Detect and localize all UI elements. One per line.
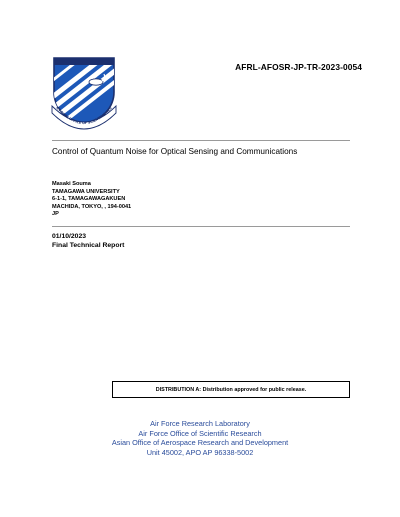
author-address-line2: MACHIDA, TOKYO, , 194-0041 — [52, 203, 132, 210]
author-block — [52, 181, 302, 219]
distribution-statement: DISTRIBUTION A: Distribution approved for public release. — [155, 386, 307, 393]
distribution-statement-box — [112, 381, 350, 398]
author-name: Masaki Souma — [52, 181, 91, 187]
afrl-address-footer — [60, 419, 340, 457]
report-title: Control of Quantum Noise for Optical Sensing and Communications — [52, 147, 298, 156]
footer-line-aoard: Asian Office of Aerospace Research and Development — [111, 438, 289, 448]
footer-line-unit-address: Unit 45002, APO AP 96338-5002 — [146, 447, 254, 457]
svg-text:THE AIR FORCE OFFICE OF SCIENT: R FORCE OFFICE OF SCIENTIFIC RES — [55, 105, 113, 126]
report-number: AFRL-AFOSR-JP-TR-2023-0054 — [235, 62, 362, 72]
report-date: 01/10/2023 — [52, 233, 87, 240]
divider-middle — [52, 226, 350, 227]
author-country: JP — [52, 211, 59, 218]
footer-line-afosr: Air Force Office of Scientific Research — [138, 428, 262, 438]
author-address-line1: 6-1-1, TAMAGAWAGAKUEN — [52, 196, 126, 203]
divider-top — [52, 140, 350, 141]
author-organization: TAMAGAWA UNIVERSITY — [52, 188, 120, 195]
date-block — [52, 233, 302, 250]
report-type: Final Technical Report — [52, 241, 125, 249]
afosr-seal-logo — [48, 52, 120, 134]
footer-line-afrl: Air Force Research Laboratory — [150, 419, 250, 428]
